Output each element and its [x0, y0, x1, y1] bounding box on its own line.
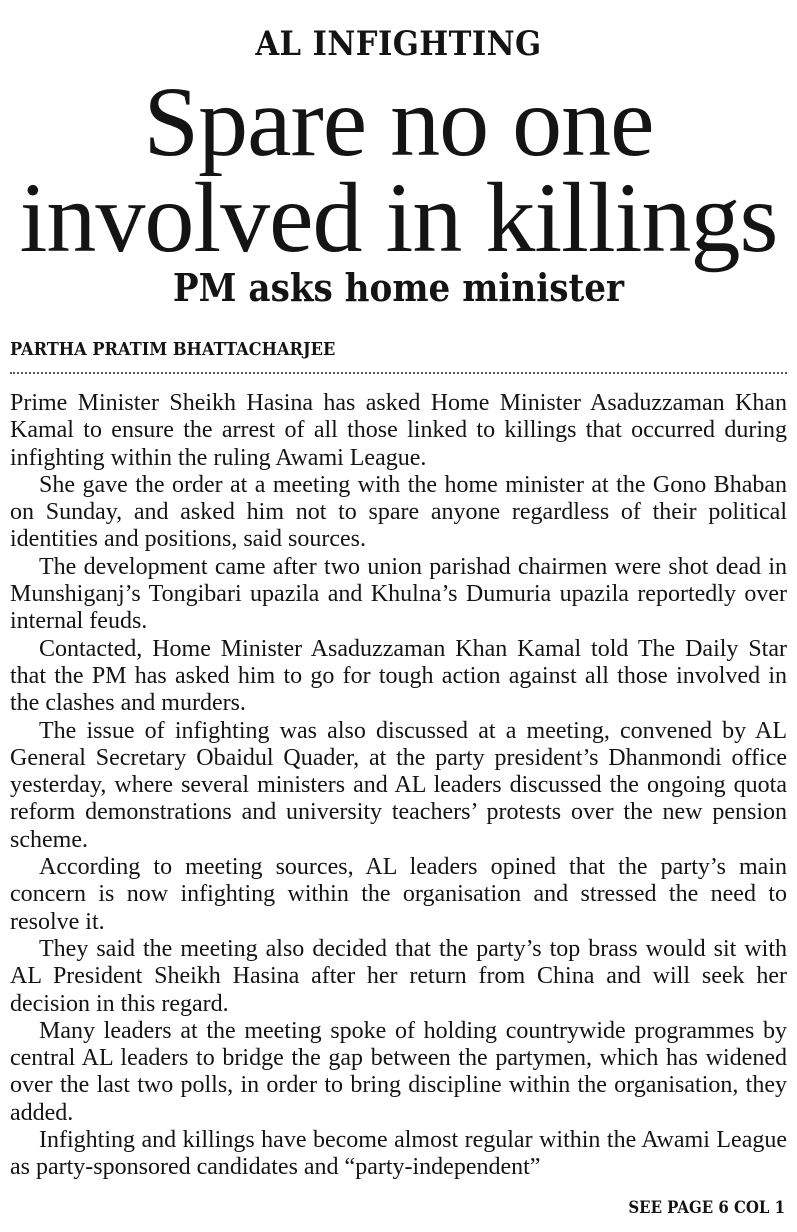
body-paragraph: Prime Minister Sheikh Hasina has asked Home Minister Asaduzzaman Khan Kamal to ensure the arrest of all those linked to killings that occurred during infighting within the ruling Awami League.	[10, 390, 787, 471]
body-paragraph: She gave the order at a meeting with the home minister at the Gono Bhaban on Sunday, and asked him not to spare anyone regardless of their political identities and positions, said sources.	[10, 471, 787, 553]
article-subhead: PM asks home minister	[172, 265, 625, 310]
article-headline	[0, 66, 797, 273]
body-paragraph: They said the meeting also decided that the party’s top brass would sit with AL President Sheikh Hasina after her return from China and will seek her decision in this regard.	[10, 935, 787, 1017]
body-paragraph: The development came after two union parishad chairmen were shot dead in Munshiganj’s Tongibari upazila and Khulna’s Dumuria upazila reportedly over internal feuds.	[10, 553, 787, 635]
body-paragraph: Contacted, Home Minister Asaduzzaman Khan Kamal told The Daily Star that the PM has asked him to go for tough action against all those involved in the clashes and murders.	[10, 635, 787, 717]
article-kicker: AL INFIGHTING	[255, 24, 542, 64]
body-paragraph: Many leaders at the meeting spoke of holding countrywide programmes by central AL leaders to bridge the gap between the partymen, which has widened over the last two polls, in order to bring discipline within the organisation, they added.	[10, 1017, 787, 1126]
byline-divider	[10, 372, 787, 374]
article-byline: PARTHA PRATIM BHATTACHARJEE	[10, 339, 336, 360]
body-paragraph: According to meeting sources, AL leaders opined that the party’s main concern is now infighting within the organisation and stressed the need to resolve it.	[10, 854, 787, 935]
article-body	[10, 390, 787, 1182]
headline-line-2: involved in killings	[19, 162, 778, 273]
continued-on-page-link: SEE PAGE 6 COL 1	[628, 1198, 785, 1218]
headline-line-1: Spare no one	[143, 66, 654, 177]
body-paragraph: The issue of infighting was also discussed at a meeting, convened by AL General Secretary Obaidul Quader, at the party president’s Dhanmondi office yesterday, where several ministers and AL leaders discussed the ongoing quota reform demonstrations and university teachers’ protests over the new pension scheme.	[10, 717, 787, 853]
body-paragraph: Infighting and killings have become almost regular within the Awami League as party-sponsored candidates and “party-independent”	[10, 1127, 787, 1181]
